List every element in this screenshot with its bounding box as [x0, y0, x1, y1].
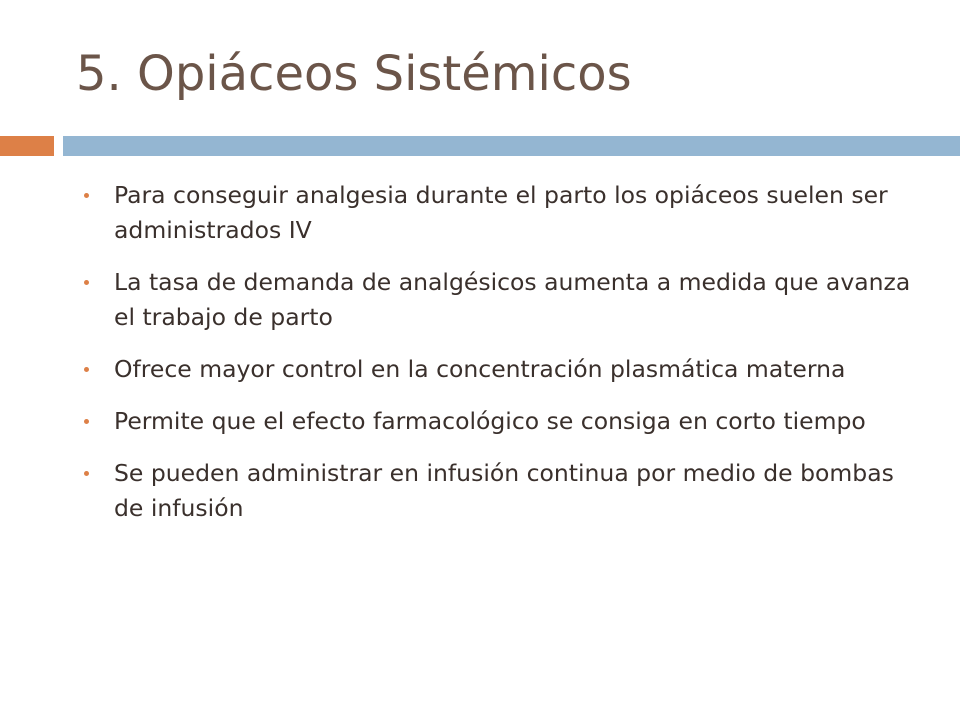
main-bar	[63, 136, 960, 156]
bullet-dot-icon	[84, 193, 89, 198]
bullet-item	[76, 178, 916, 248]
bullet-dot-icon	[84, 280, 89, 285]
bullet-text: Se pueden administrar en infusión continua por medio de bombas de infusión	[114, 459, 894, 522]
accent-bar	[0, 136, 54, 156]
bullet-text: Permite que el efecto farmacológico se consiga en corto tiempo	[114, 407, 866, 435]
bullet-item	[76, 265, 916, 335]
bullet-text: Para conseguir analgesia durante el parto los opiáceos suelen ser administrados IV	[114, 181, 888, 244]
bullet-dot-icon	[84, 367, 89, 372]
bullet-item	[76, 352, 916, 387]
bullet-dot-icon	[84, 471, 89, 476]
title-divider	[0, 136, 960, 156]
bullet-list	[76, 178, 916, 543]
bullet-item	[76, 456, 916, 526]
bullet-dot-icon	[84, 419, 89, 424]
bullet-text: Ofrece mayor control en la concentración plasmática materna	[114, 355, 846, 383]
bullet-item	[76, 404, 916, 439]
slide-title: 5. Opiáceos Sistémicos	[76, 46, 632, 102]
bullet-text: La tasa de demanda de analgésicos aumenta a medida que avanza el trabajo de parto	[114, 268, 911, 331]
